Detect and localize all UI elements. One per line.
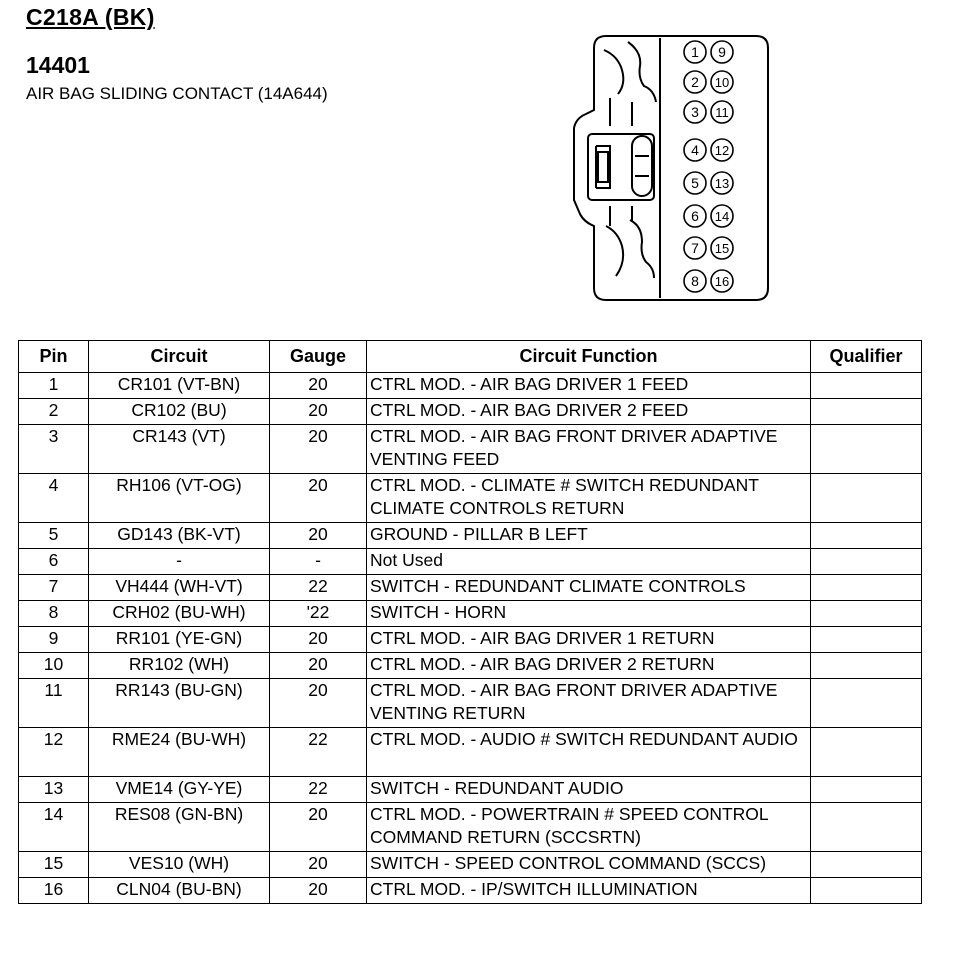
- pin-number-label: 3: [691, 104, 699, 120]
- circuit-cell: RES08 (GN-BN): [89, 803, 270, 852]
- gauge-cell: -: [270, 549, 367, 575]
- function-cell: CTRL MOD. - AIR BAG DRIVER 2 FEED: [367, 399, 811, 425]
- circuit-cell: RME24 (BU-WH): [89, 728, 270, 777]
- gauge-cell: 20: [270, 373, 367, 399]
- circuit-cell: -: [89, 549, 270, 575]
- circuit-cell: RR102 (WH): [89, 653, 270, 679]
- qualifier-cell: [811, 852, 922, 878]
- pin-cell: 3: [19, 425, 89, 474]
- gauge-cell: 20: [270, 425, 367, 474]
- circuit-cell: CR101 (VT-BN): [89, 373, 270, 399]
- qualifier-cell: [811, 653, 922, 679]
- table-row: [19, 777, 922, 803]
- table-row: [19, 601, 922, 627]
- function-cell: Not Used: [367, 549, 811, 575]
- pinout-table: [18, 340, 922, 904]
- pin-number-label: 10: [714, 75, 730, 90]
- table-row: [19, 728, 922, 777]
- pin-cell: 15: [19, 852, 89, 878]
- table-header-row: [19, 341, 922, 373]
- table-row: [19, 627, 922, 653]
- qualifier-cell: [811, 878, 922, 904]
- connector-title: C218A (BK): [26, 4, 155, 30]
- circuit-cell: CR102 (BU): [89, 399, 270, 425]
- header-circuit: Circuit: [89, 341, 270, 373]
- function-cell: SWITCH - REDUNDANT CLIMATE CONTROLS: [367, 575, 811, 601]
- pin-number-label: 7: [691, 240, 699, 256]
- gauge-cell: 20: [270, 852, 367, 878]
- table-row: [19, 474, 922, 523]
- pin-cell: 5: [19, 523, 89, 549]
- qualifier-cell: [811, 777, 922, 803]
- circuit-cell: CR143 (VT): [89, 425, 270, 474]
- pin-cell: 8: [19, 601, 89, 627]
- pin-number-label: 9: [718, 44, 726, 60]
- circuit-cell: VES10 (WH): [89, 852, 270, 878]
- gauge-cell: 20: [270, 474, 367, 523]
- circuit-cell: CLN04 (BU-BN): [89, 878, 270, 904]
- gauge-cell: 22: [270, 777, 367, 803]
- circuit-cell: RH106 (VT-OG): [89, 474, 270, 523]
- gauge-cell: 22: [270, 575, 367, 601]
- function-cell: CTRL MOD. - AIR BAG FRONT DRIVER ADAPTIVE VENTING RETURN: [367, 679, 811, 728]
- qualifier-cell: [811, 627, 922, 653]
- part-number: 14401: [26, 52, 90, 78]
- function-cell: CTRL MOD. - AIR BAG FRONT DRIVER ADAPTIVE VENTING FEED: [367, 425, 811, 474]
- pin-cell: 13: [19, 777, 89, 803]
- gauge-cell: 20: [270, 803, 367, 852]
- pin-number-label: 1: [691, 44, 699, 60]
- pin-number-label: 15: [714, 241, 730, 256]
- function-cell: CTRL MOD. - AUDIO # SWITCH REDUNDANT AUDIO: [367, 728, 811, 777]
- pin-cell: 16: [19, 878, 89, 904]
- pin-number-label: 16: [714, 274, 730, 289]
- part-description: AIR BAG SLIDING CONTACT (14A644): [26, 84, 328, 103]
- circuit-cell: RR143 (BU-GN): [89, 679, 270, 728]
- pin-cell: 14: [19, 803, 89, 852]
- table-row: [19, 523, 922, 549]
- pin-number-label: 14: [714, 209, 730, 224]
- connector-face-diagram: [570, 30, 780, 305]
- gauge-cell: 20: [270, 878, 367, 904]
- pin-cell: 10: [19, 653, 89, 679]
- function-cell: SWITCH - SPEED CONTROL COMMAND (SCCS): [367, 852, 811, 878]
- qualifier-cell: [811, 575, 922, 601]
- table-row: [19, 878, 922, 904]
- table-row: [19, 399, 922, 425]
- header-pin: Pin: [19, 341, 89, 373]
- qualifier-cell: [811, 679, 922, 728]
- table-row: [19, 575, 922, 601]
- qualifier-cell: [811, 373, 922, 399]
- table-row: [19, 679, 922, 728]
- qualifier-cell: [811, 803, 922, 852]
- qualifier-cell: [811, 399, 922, 425]
- pin-number-label: 2: [691, 74, 699, 90]
- function-cell: SWITCH - REDUNDANT AUDIO: [367, 777, 811, 803]
- pin-number-label: 4: [691, 142, 699, 158]
- table-row: [19, 852, 922, 878]
- pin-cell: 12: [19, 728, 89, 777]
- pin-cell: 4: [19, 474, 89, 523]
- table-row: [19, 373, 922, 399]
- circuit-cell: VH444 (WH-VT): [89, 575, 270, 601]
- function-cell: GROUND - PILLAR B LEFT: [367, 523, 811, 549]
- gauge-cell: 20: [270, 653, 367, 679]
- circuit-cell: VME14 (GY-YE): [89, 777, 270, 803]
- function-cell: CTRL MOD. - AIR BAG DRIVER 2 RETURN: [367, 653, 811, 679]
- qualifier-cell: [811, 728, 922, 777]
- function-cell: CTRL MOD. - CLIMATE # SWITCH REDUNDANT CLIMATE CONTROLS RETURN: [367, 474, 811, 523]
- qualifier-cell: [811, 523, 922, 549]
- pin-number-label: 6: [691, 208, 699, 224]
- pin-cell: 9: [19, 627, 89, 653]
- pin-cell: 7: [19, 575, 89, 601]
- pin-cell: 1: [19, 373, 89, 399]
- header-circuit-function: Circuit Function: [367, 341, 811, 373]
- function-cell: CTRL MOD. - AIR BAG DRIVER 1 RETURN: [367, 627, 811, 653]
- gauge-cell: 20: [270, 399, 367, 425]
- qualifier-cell: [811, 425, 922, 474]
- function-cell: CTRL MOD. - AIR BAG DRIVER 1 FEED: [367, 373, 811, 399]
- pin-number-label: 8: [691, 273, 699, 289]
- table-row: [19, 549, 922, 575]
- function-cell: CTRL MOD. - IP/SWITCH ILLUMINATION: [367, 878, 811, 904]
- header-qualifier: Qualifier: [811, 341, 922, 373]
- function-cell: CTRL MOD. - POWERTRAIN # SPEED CONTROL COMMAND RETURN (SCCSRTN): [367, 803, 811, 852]
- circuit-cell: GD143 (BK-VT): [89, 523, 270, 549]
- qualifier-cell: [811, 474, 922, 523]
- circuit-cell: CRH02 (BU-WH): [89, 601, 270, 627]
- table-row: [19, 425, 922, 474]
- gauge-cell: 20: [270, 679, 367, 728]
- function-cell: SWITCH - HORN: [367, 601, 811, 627]
- pin-cell: 11: [19, 679, 89, 728]
- circuit-cell: RR101 (YE-GN): [89, 627, 270, 653]
- gauge-cell: 22: [270, 728, 367, 777]
- table-row: [19, 803, 922, 852]
- pin-cavities: [684, 41, 733, 292]
- header-gauge: Gauge: [270, 341, 367, 373]
- pin-cell: 6: [19, 549, 89, 575]
- table-row: [19, 653, 922, 679]
- pin-number-label: 11: [715, 105, 729, 120]
- pin-number-label: 13: [714, 176, 730, 191]
- pin-number-label: 5: [691, 175, 699, 191]
- pin-number-label: 12: [714, 143, 730, 158]
- pin-cell: 2: [19, 399, 89, 425]
- qualifier-cell: [811, 549, 922, 575]
- gauge-cell: '22: [270, 601, 367, 627]
- qualifier-cell: [811, 601, 922, 627]
- gauge-cell: 20: [270, 627, 367, 653]
- gauge-cell: 20: [270, 523, 367, 549]
